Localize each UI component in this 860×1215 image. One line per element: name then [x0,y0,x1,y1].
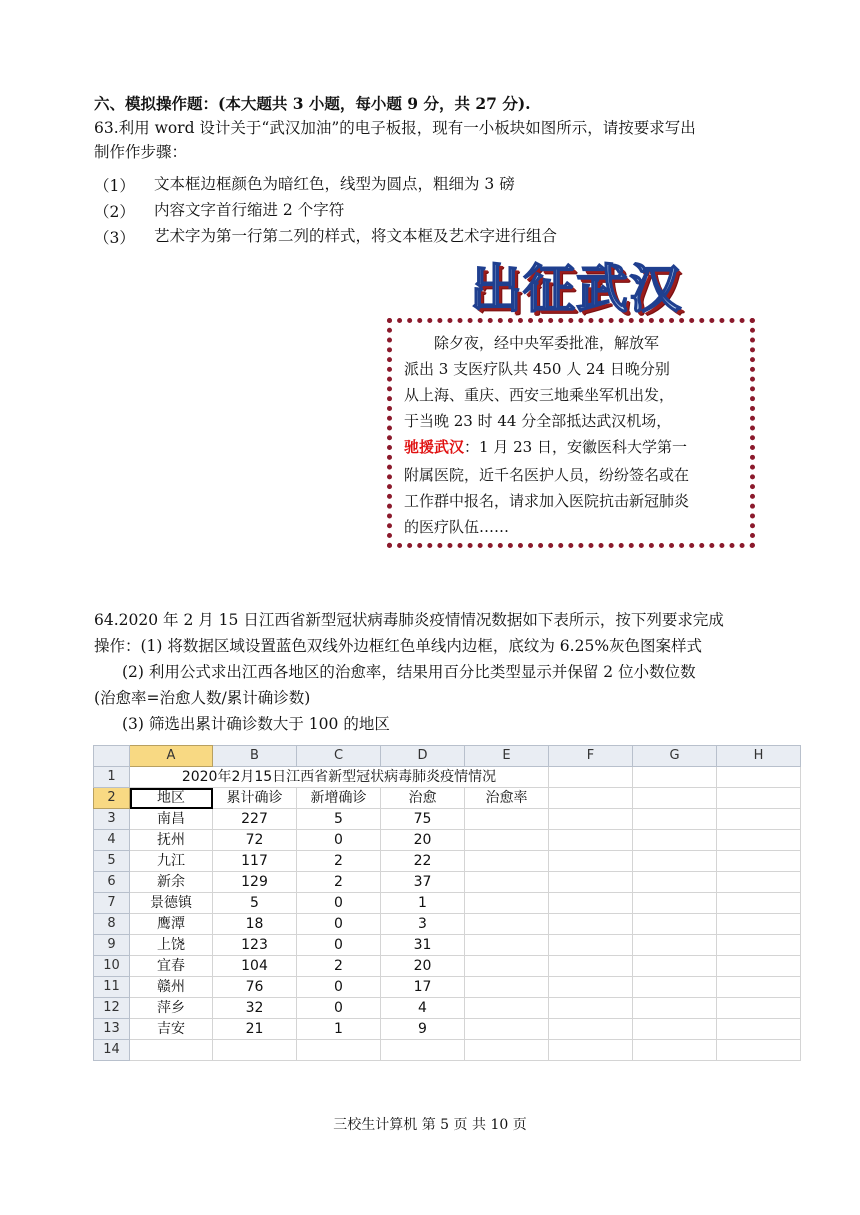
cell[interactable] [633,809,717,830]
cell[interactable]: 18 [213,914,297,935]
cell[interactable] [381,1040,465,1061]
table-row [94,1019,801,1040]
cell[interactable] [465,956,549,977]
cell[interactable] [717,977,801,998]
cell[interactable] [717,1019,801,1040]
cell[interactable] [465,809,549,830]
cell[interactable] [549,1040,633,1061]
q63-item2-num: （2） [94,203,135,221]
cell[interactable]: 宜春 [130,956,213,977]
cell[interactable]: 1 [381,893,465,914]
cell[interactable] [549,956,633,977]
sheet-title-cell[interactable]: 2020年2月15日江西省新型冠状病毒肺炎疫情情况 [130,767,549,788]
table-row [94,788,801,809]
cell[interactable]: 75 [381,809,465,830]
cell[interactable]: 南昌 [130,809,213,830]
table-row [94,767,801,788]
column-label-cell[interactable] [633,788,717,809]
row-header[interactable]: 5 [94,851,130,872]
column-header[interactable]: C [297,746,381,767]
cell[interactable] [130,1040,213,1061]
cell[interactable]: 抚州 [130,830,213,851]
cell[interactable]: 227 [213,809,297,830]
cell[interactable] [717,830,801,851]
q63-item2-text: 内容文字首行缩进 2 个字符 [154,201,345,219]
cell[interactable] [549,998,633,1019]
cell[interactable]: 32 [213,998,297,1019]
cell[interactable] [717,1040,801,1061]
column-header[interactable]: A [130,746,213,767]
cell[interactable]: 129 [213,872,297,893]
cell[interactable]: 景德镇 [130,893,213,914]
column-label-cell[interactable]: 累计确诊 [213,788,297,809]
cell[interactable] [465,893,549,914]
cell[interactable] [213,1040,297,1061]
cell[interactable] [633,914,717,935]
row-header[interactable]: 11 [94,977,130,998]
cell[interactable] [717,998,801,1019]
q64-line4: (治愈率=治愈人数/累计确诊数) [94,689,311,707]
table-row [94,977,801,998]
text-box-line: 附属医院，近千名医护人员，纷纷签名或在 [404,466,690,484]
cell[interactable]: 0 [297,935,381,956]
cell[interactable]: 0 [297,998,381,1019]
cell[interactable]: 104 [213,956,297,977]
cell[interactable] [633,893,717,914]
cell[interactable] [717,914,801,935]
cell[interactable]: 0 [297,914,381,935]
text-box-line: 从上海、重庆、西安三地乘坐军机出发， [404,386,675,404]
cell[interactable] [465,872,549,893]
row-header[interactable]: 14 [94,1040,130,1061]
cell[interactable] [549,830,633,851]
cell[interactable]: 17 [381,977,465,998]
cell[interactable] [297,1040,381,1061]
column-header[interactable]: G [633,746,717,767]
cell[interactable]: 上饶 [130,935,213,956]
text-box-line: 于当晚 23 时 44 分全部抵达武汉机场， [404,412,672,430]
column-label-cell[interactable]: 治愈率 [465,788,549,809]
cell[interactable] [549,872,633,893]
cell[interactable] [717,893,801,914]
table-row [94,809,801,830]
cell[interactable] [465,1040,549,1061]
cell[interactable]: 5 [213,893,297,914]
select-all-corner[interactable] [94,746,130,767]
cell[interactable]: 鹰潭 [130,914,213,935]
cell[interactable]: 20 [381,830,465,851]
column-label-cell[interactable] [717,788,801,809]
cell[interactable] [549,977,633,998]
highlight-text: 驰援武汉 [404,438,465,456]
cell[interactable]: 2 [297,851,381,872]
cell[interactable]: 4 [381,998,465,1019]
cell[interactable] [633,872,717,893]
column-header[interactable]: D [381,746,465,767]
cell[interactable]: 0 [297,893,381,914]
table-row [94,914,801,935]
cell[interactable] [549,767,633,788]
cell[interactable] [717,851,801,872]
cell[interactable] [633,935,717,956]
cell[interactable]: 九江 [130,851,213,872]
row-header[interactable]: 10 [94,956,130,977]
row-header[interactable]: 13 [94,1019,130,1040]
text-box-line: 派出 3 支医疗队共 450 人 24 日晚分别 [404,360,670,378]
section-title: 六、模拟操作题：(本大题共 3 小题，每小题 9 分，共 27 分). [94,94,531,113]
cell[interactable]: 2 [297,956,381,977]
table-row [94,872,801,893]
cell[interactable]: 9 [381,1019,465,1040]
q63-item3-text: 艺术字为第一行第二列的样式，将文本框及艺术字进行组合 [154,227,558,245]
cell[interactable] [549,893,633,914]
word-art-title: 出征武汉 [470,260,683,320]
cell[interactable] [465,935,549,956]
row-header[interactable]: 7 [94,893,130,914]
q64-line2: 操作：(1) 将数据区域设置蓝色双线外边框红色单线内边框，底纹为 6.25%灰色图案样式 [94,637,703,655]
table-row [94,998,801,1019]
cell[interactable] [549,851,633,872]
column-label-cell[interactable]: 地区 [130,788,213,809]
cell[interactable] [549,1019,633,1040]
text-box-line: 除夕夜，经中央军委批准，解放军 [404,334,660,352]
cell[interactable]: 76 [213,977,297,998]
row-header[interactable]: 8 [94,914,130,935]
cell[interactable] [465,998,549,1019]
cell[interactable] [465,977,549,998]
cell[interactable]: 3 [381,914,465,935]
cell[interactable] [465,830,549,851]
cell[interactable] [717,872,801,893]
cell[interactable] [465,1019,549,1040]
cell[interactable] [549,935,633,956]
table-row [94,893,801,914]
cell[interactable] [717,767,801,788]
table-row [94,935,801,956]
cell[interactable]: 37 [381,872,465,893]
cell[interactable]: 21 [213,1019,297,1040]
table-row [94,1040,801,1061]
cell[interactable] [633,767,717,788]
q63-item1-text: 文本框边框颜色为暗红色，线型为圆点，粗细为 3 磅 [154,175,515,193]
cell[interactable] [717,809,801,830]
cell[interactable] [465,851,549,872]
row-header[interactable]: 4 [94,830,130,851]
text-box-line-rest: ：1 月 23 日，安徽医科大学第一 [464,438,687,456]
cell[interactable] [633,956,717,977]
column-header[interactable]: F [549,746,633,767]
row-header[interactable]: 3 [94,809,130,830]
page-footer: 三校生计算机 第 5 页 共 10 页 [333,1117,527,1133]
text-box [387,318,755,548]
cell[interactable] [633,851,717,872]
cell[interactable]: 1 [297,1019,381,1040]
cell[interactable] [717,956,801,977]
spreadsheet-grid [93,745,801,1061]
spreadsheet [93,745,806,1063]
cell[interactable] [549,914,633,935]
cell[interactable]: 新余 [130,872,213,893]
q63-item3-num: （3） [94,229,135,247]
row-header[interactable]: 1 [94,767,130,788]
cell[interactable]: 5 [297,809,381,830]
cell[interactable] [633,830,717,851]
cell[interactable]: 72 [213,830,297,851]
column-header-row [94,746,801,767]
text-box-line [404,437,687,457]
row-header[interactable]: 9 [94,935,130,956]
column-label-cell[interactable]: 新增确诊 [297,788,381,809]
cell[interactable]: 123 [213,935,297,956]
row-header[interactable]: 2 [94,788,130,809]
column-header[interactable]: E [465,746,549,767]
cell[interactable]: 赣州 [130,977,213,998]
table-row [94,851,801,872]
column-header[interactable]: H [717,746,801,767]
cell[interactable]: 吉安 [130,1019,213,1040]
cell[interactable]: 萍乡 [130,998,213,1019]
q63-item1-num: （1） [94,177,135,195]
row-header[interactable]: 6 [94,872,130,893]
cell[interactable]: 117 [213,851,297,872]
cell[interactable]: 22 [381,851,465,872]
column-header[interactable]: B [213,746,297,767]
column-label-cell[interactable] [549,788,633,809]
q63-line2: 制作作步骤： [94,143,188,161]
cell[interactable] [633,998,717,1019]
cell[interactable] [633,977,717,998]
column-label-cell[interactable]: 治愈 [381,788,465,809]
row-header[interactable]: 12 [94,998,130,1019]
cell[interactable]: 2 [297,872,381,893]
cell[interactable]: 0 [297,830,381,851]
cell[interactable] [549,809,633,830]
cell[interactable] [633,1019,717,1040]
text-box-line: 的医疗队伍…… [404,518,510,536]
q64-line5: (3) 筛选出累计确诊数大于 100 的地区 [122,715,390,733]
q64-line1: 64.2020 年 2 月 15 日江西省新型冠状病毒肺炎疫情情况数据如下表所示，按下列要求完成 [94,611,724,629]
cell[interactable]: 20 [381,956,465,977]
text-box-line: 工作群中报名，请求加入医院抗击新冠肺炎 [404,492,690,510]
cell[interactable] [465,914,549,935]
cell[interactable] [633,1040,717,1061]
cell[interactable]: 0 [297,977,381,998]
q64-line3: (2) 利用公式求出江西各地区的治愈率，结果用百分比类型显示并保留 2 位小数位数 [122,663,696,681]
cell[interactable]: 31 [381,935,465,956]
cell[interactable] [717,935,801,956]
table-row [94,956,801,977]
table-row [94,830,801,851]
q63-line1: 63.利用 word 设计关于“武汉加油”的电子板报，现有一小板块如图所示，请按要求写出 [94,119,696,137]
